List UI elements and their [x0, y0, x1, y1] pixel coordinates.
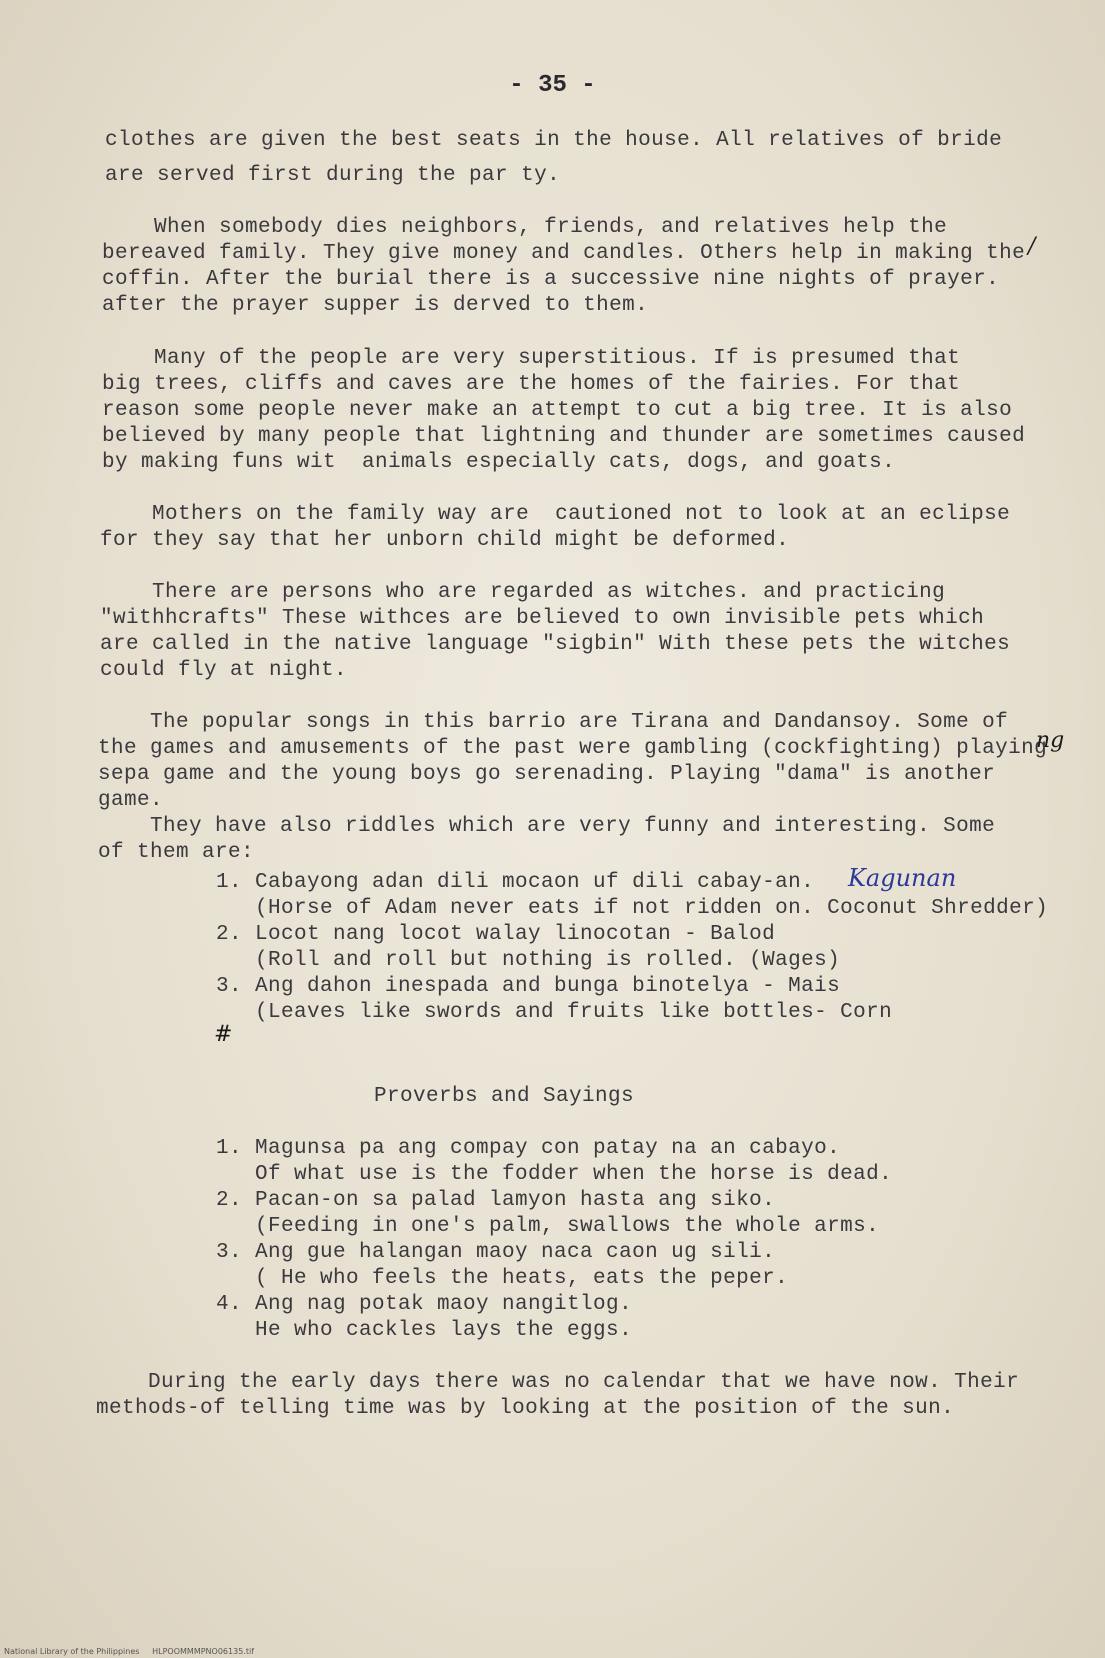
text-line: (Leaves like swords and fruits like bottles- Corn	[216, 1001, 893, 1024]
text-line: methods-of telling time was by looking at the position of the sun.	[96, 1397, 955, 1420]
text-line: The popular songs in this barrio are Tirana and Dandansoy. Some of	[98, 711, 1009, 734]
text-line: are served first during the par ty.	[105, 164, 561, 187]
text-line: sepa game and the young boys go serenading. Playing "dama" is another	[98, 763, 996, 786]
text-line: Mothers on the family way are cautioned not to look at an eclipse	[100, 503, 1011, 526]
text-line: (Horse of Adam never eats if not ridden on. Coconut Shredder)	[216, 897, 1049, 920]
text-line: for they say that her unborn child might be deformed.	[100, 529, 790, 552]
text-line: the games and amusements of the past were gambling (cockfighting) playing	[98, 737, 1048, 760]
text-line: They have also riddles which are very funny and interesting. Some	[98, 815, 996, 838]
page-number: - 35 -	[509, 72, 596, 99]
text-line: reason some people never make an attempt to cut a big tree. It is also	[102, 399, 1013, 422]
text-line: There are persons who are regarded as witches. and practicing	[100, 581, 946, 604]
text-line: Many of the people are very superstitious. If is presumed that	[102, 347, 961, 370]
text-line: 4. Ang nag potak maoy nangitlog.	[216, 1293, 633, 1316]
text-line: He who cackles lays the eggs.	[216, 1319, 633, 1342]
text-line: of them are:	[98, 841, 255, 864]
text-line: big trees, cliffs and caves are the homes of the fairies. For that	[102, 373, 961, 396]
text-line: 2. Pacan-on sa palad lamyon hasta ang siko.	[216, 1189, 776, 1212]
text-line: after the prayer supper is derved to them.	[102, 294, 649, 317]
text-line: (Feeding in one's palm, swallows the whole arms.	[216, 1215, 880, 1238]
text-line: 2. Locot nang locot walay linocotan - Balod	[216, 923, 776, 946]
text-line: Proverbs and Sayings	[374, 1085, 635, 1108]
handwritten-note: /	[1028, 234, 1036, 259]
text-line: are called in the native language "sigbin" With these pets the witches	[100, 633, 1011, 656]
text-line: 1. Magunsa pa ang compay con patay na an cabayo.	[216, 1137, 841, 1160]
text-line: bereaved family. They give money and candles. Others help in making the	[102, 242, 1026, 265]
text-line: 1. Cabayong adan dili mocaon uf dili cabay-an.	[216, 871, 815, 894]
text-line: When somebody dies neighbors, friends, and relatives help the	[102, 216, 948, 239]
handwritten-note: Kagunan	[848, 864, 957, 892]
handwritten-note: ng	[1036, 728, 1065, 753]
text-line: by making funs wit animals especially cats, dogs, and goats.	[102, 451, 896, 474]
text-line: ( He who feels the heats, eats the peper.	[216, 1267, 789, 1290]
handwritten-note: #	[214, 1022, 233, 1047]
text-line: 3. Ang dahon inespada and bunga binotelya - Mais	[216, 975, 841, 998]
text-line: 3. Ang gue halangan maoy naca caon ug sili.	[216, 1241, 776, 1264]
text-line: "withhcrafts" These withces are believed to own invisible pets which	[100, 607, 985, 630]
text-line: Of what use is the fodder when the horse is dead.	[216, 1163, 893, 1186]
footer-caption: National Library of the Philippines HLPOOMMMPNO06135.tif	[4, 1647, 255, 1656]
text-line: game.	[98, 789, 164, 812]
text-line: clothes are given the best seats in the house. All relatives of bride	[105, 129, 1003, 152]
text-line: could fly at night.	[100, 659, 348, 682]
text-line: During the early days there was no calendar that we have now. Their	[96, 1371, 1020, 1394]
text-line: believed by many people that lightning and thunder are sometimes caused	[102, 425, 1026, 448]
text-line: (Roll and roll but nothing is rolled. (Wages)	[216, 949, 841, 972]
text-line: coffin. After the burial there is a successive nine nights of prayer.	[102, 268, 1000, 291]
